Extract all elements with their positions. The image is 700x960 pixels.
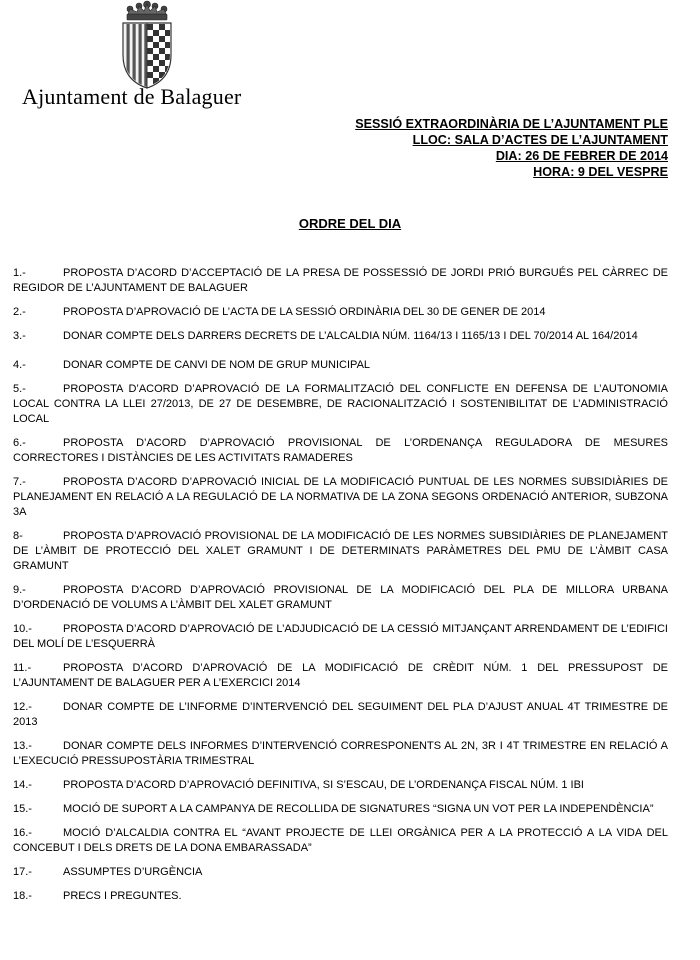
agenda-item-text: PROPOSTA D’ACORD D’APROVACIÓ INICIAL DE LA MODIFICACIÓ PUNTUAL DE LES NORMES SUBSIDIÀRIES DE PLANEJAMENT EN RELACIÓ A LA REGULACIÓ DE LA NORMATIVA DE LA ZONA SEGONS ORDENACIÓ ANTERIOR, SUBZONA 3A: [13, 476, 668, 518]
session-location-line: LLOC: SALA D’ACTES DE L’AJUNTAMENT: [412, 133, 668, 147]
agenda-item: [13, 826, 668, 856]
coat-of-arms-icon: [90, 0, 220, 90]
agenda-item-text: DONAR COMPTE DELS INFORMES D’INTERVENCIÓ CORRESPONENTS AL 2N, 3R I 4T TRIMESTRE EN RELACIÓ A L’EXECUCIÓ PRESSUPOSTÀRIA TRIMESTRAL: [13, 740, 668, 767]
agenda-item: [13, 436, 668, 466]
agenda-item: [13, 305, 668, 320]
agenda-item-text: DONAR COMPTE DELS DARRERS DECRETS DE L’ALCALDIA NÚM. 1164/13 I 1165/13 I DEL 70/2014 AL 164/2014: [63, 330, 638, 342]
agenda-item: [13, 266, 668, 296]
agenda-item-number: 16.-: [13, 827, 32, 839]
agenda-item-text: DONAR COMPTE DE CANVI DE NOM DE GRUP MUNICIPAL: [63, 359, 371, 371]
agenda-item-text: PROPOSTA D’ACORD D’ACCEPTACIÓ DE LA PRESA DE POSSESSIÓ DE JORDI PRIÓ BURGUÉS PEL CÀRREC DE REGIDOR DE L’AJUNTAMENT DE BALAGUER: [13, 267, 668, 294]
agenda-item: [13, 661, 668, 691]
agenda-item: [13, 622, 668, 652]
agenda-item-number: 4.-: [13, 359, 26, 371]
agenda-item-text: ASSUMPTES D’URGÈNCIA: [63, 866, 203, 878]
agenda-item-number: 11.-: [13, 662, 32, 674]
agenda-item-number: 10.-: [13, 623, 32, 635]
agenda-item: [13, 700, 668, 730]
agenda-item: [13, 329, 668, 344]
agenda-item: [13, 778, 668, 793]
agenda-item: [13, 382, 668, 427]
agenda-item: [13, 475, 668, 520]
agenda-item-number: 3.-: [13, 330, 26, 342]
agenda-item-text: PROPOSTA D’ACORD D’APROVACIÓ DE LA FORMALITZACIÓ DEL CONFLICTE EN DEFENSA DE L’AUTONOMIA LOCAL CONTRA LA LLEI 27/2013, DE 27 DE DESEMBRE, DE RACIONALITZACIÓ I SOSTENIBILITAT DE L’ADMINISTRACIÓ LOCAL: [13, 383, 668, 425]
agenda-item-number: 2.-: [13, 306, 26, 318]
agenda-item-text: PROPOSTA D’ACORD D’APROVACIÓ DEFINITIVA, SI S’ESCAU, DE L’ORDENANÇA FISCAL NÚM. 1 IBI: [63, 779, 584, 791]
agenda-item-number: 14.-: [13, 779, 32, 791]
agenda-item-number: 17.-: [13, 866, 32, 878]
agenda-item-number: 7.-: [13, 476, 26, 488]
agenda-item: [13, 529, 668, 574]
agenda-item: [13, 358, 668, 373]
agenda-item: [13, 865, 668, 880]
agenda-title: ORDRE DEL DIA: [298, 216, 402, 231]
agenda-item-number: 12.-: [13, 701, 32, 713]
agenda-item: [13, 739, 668, 769]
agenda-item: [13, 802, 668, 817]
session-time-line: HORA: 9 DEL VESPRE: [533, 165, 668, 179]
agenda-item-text: MOCIÓ DE SUPORT A LA CAMPANYA DE RECOLLIDA DE SIGNATURES “SIGNA UN VOT PER LA INDEPENDÈNCIA”: [63, 803, 654, 815]
agenda-item-text: PROPOSTA D’APROVACIÓ PROVISIONAL DE LA MODIFICACIÓ DE LES NORMES SUBSIDIÀRIES DE PLANEJAMENT DE L’ÀMBIT DE PROTECCIÓ DEL XALET GRAMUNT I DE DETERMINATS PARÀMETRES DEL PMU DE L’ÀMBIT CASA GRAMUNT: [13, 530, 668, 572]
agenda-item-number: 13.-: [13, 740, 32, 752]
agenda-item-number: 8-: [13, 530, 23, 542]
agenda-item: [13, 583, 668, 613]
agenda-item-text: PRECS I PREGUNTES.: [63, 890, 182, 902]
agenda-item-number: 6.-: [13, 437, 26, 449]
agenda-item-text: PROPOSTA D’ACORD D’APROVACIÓ DE L’ADJUDICACIÓ DE LA CESSIÓ MITJANÇANT ARRENDAMENT DE L’EDIFICI DEL MOLÍ DE L’ESQUERRÀ: [13, 623, 668, 650]
agenda-item-number: 9.-: [13, 584, 26, 596]
agenda-item-text: PROPOSTA D’ACORD D’APROVACIÓ PROVISIONAL DE LA MODIFICACIÓ DEL PLA DE MILLORA URBANA D’ORDENACIÓ DE VOLUMS A L’ÀMBIT DEL XALET GRAMUNT: [13, 584, 668, 611]
agenda-list: [13, 266, 668, 904]
agenda-item-number: 15.-: [13, 803, 32, 815]
agenda-item: [13, 889, 668, 904]
session-date-line: DIA: 26 DE FEBRER DE 2014: [495, 149, 668, 163]
agenda-item-number: 1.-: [13, 267, 26, 279]
agenda-item-number: 18.-: [13, 890, 32, 902]
agenda-item-text: PROPOSTA D’ACORD D’APROVACIÓ PROVISIONAL DE L’ORDENANÇA REGULADORA DE MESURES CORRECTORES I DISTÀNCIES DE LES ACTIVITATS RAMADERES: [13, 437, 668, 464]
session-type-line: SESSIÓ EXTRAORDINÀRIA DE L’AJUNTAMENT PLE: [355, 117, 668, 131]
session-header: [355, 116, 668, 180]
agenda-item-number: 5.-: [13, 383, 26, 395]
agenda-item-text: DONAR COMPTE DE L’INFORME D’INTERVENCIÓ DEL SEGUIMENT DEL PLA D’AJUST ANUAL 4T TRIMESTRE DE 2013: [13, 701, 668, 728]
agenda-item-text: PROPOSTA D’ACORD D’APROVACIÓ DE LA MODIFICACIÓ DE CRÈDIT NÚM. 1 DEL PRESSUPOST DE L’AJUNTAMENT DE BALAGUER PER A L’EXERCICI 2014: [13, 662, 668, 689]
agenda-item-text: PROPOSTA D’APROVACIÓ DE L’ACTA DE LA SESSIÓ ORDINÀRIA DEL 30 DE GENER DE 2014: [63, 306, 546, 318]
agenda-item-text: MOCIÓ D’ALCALDIA CONTRA EL “AVANT PROJECTE DE LLEI ORGÀNICA PER A LA PROTECCIÓ A LA VIDA DEL CONCEBUT I DELS DRETS DE LA DONA EMBARASSADA”: [13, 827, 668, 854]
organization-name: Ajuntament de Balaguer: [22, 84, 242, 109]
